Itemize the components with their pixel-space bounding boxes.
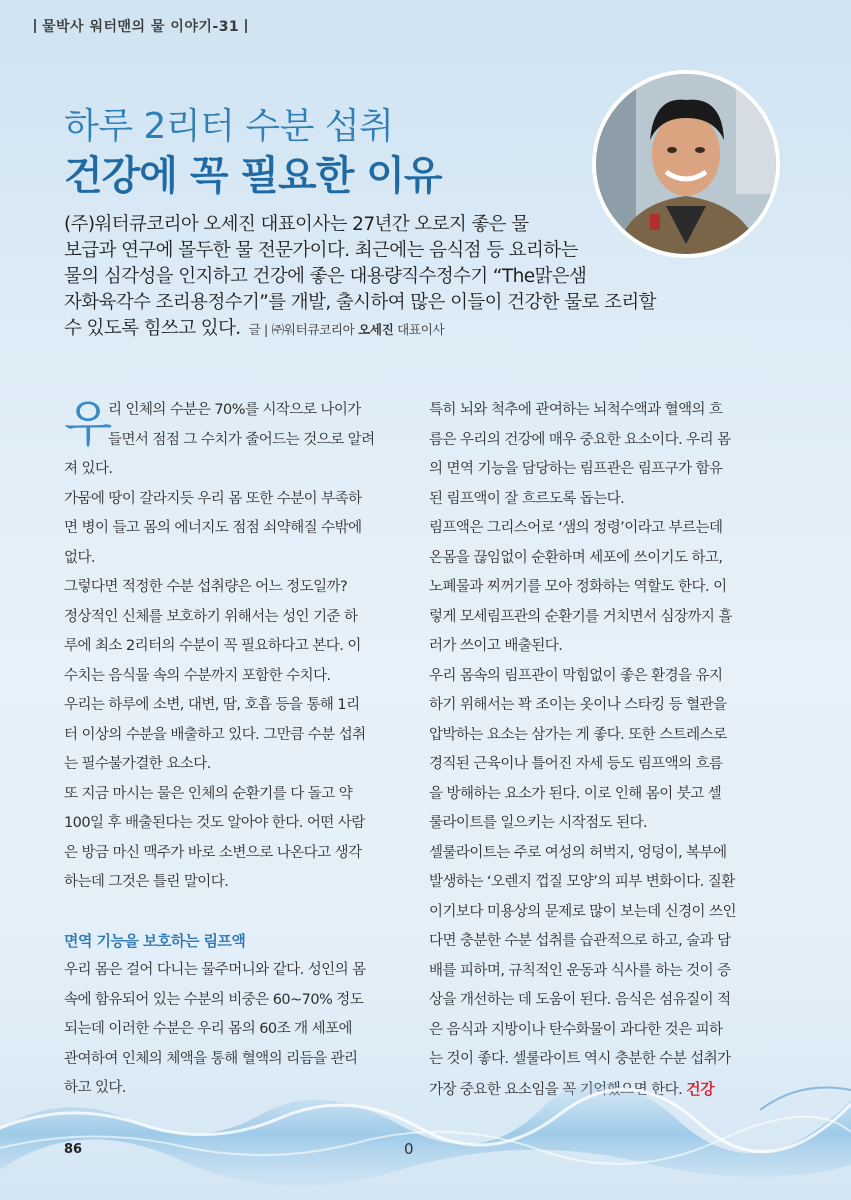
series-title: 물박사 워터맨의 물 이야기-31 [42, 19, 240, 35]
body-line: 경직된 근육이나 틀어진 자세 등도 림프액의 흐름 [429, 756, 723, 772]
header-divider [245, 19, 247, 33]
header-divider [34, 19, 36, 33]
body-line: 면 병이 들고 몸의 에너지도 점점 쇠약해질 수밖에 [64, 520, 362, 536]
intro-line: 물의 심각성을 인지하고 건강에 좋은 대용량직수정수기 “The맑은샘 [64, 266, 587, 287]
intro-line-last [64, 316, 704, 343]
intro-line: 수 있도록 힘쓰고 있다. [64, 318, 241, 339]
body-line: 온몸을 끊임없이 순환하며 세포에 쓰이기도 하고, [429, 549, 723, 566]
center-mark: 0 [404, 1140, 414, 1158]
body-line: 속에 함유되어 있는 수분의 비중은 60~70% 정도 [64, 991, 364, 1008]
byline-suffix: 대표이사 [397, 322, 445, 337]
body-line: 림프액은 그리스어로 ‘샘의 정령’이라고 부르는데 [429, 520, 723, 536]
body-line: 된 림프액이 잘 흐르도록 돕는다. [429, 490, 625, 507]
body-line: 룰라이트를 일으키는 시작점도 된다. [429, 815, 648, 831]
body-line: 은 음식과 지방이나 탄수화물이 과다한 것은 피하 [429, 1021, 723, 1038]
body-line: 하는데 그것은 틀린 말이다. [64, 874, 229, 890]
body-line: 렇게 모세림프관의 순환기를 거치면서 심장까지 흘 [429, 608, 732, 625]
body-line: 되는데 이러한 수분은 우리 몸의 60조 개 세포에 [64, 1021, 352, 1037]
body-line: 하고 있다. [64, 1080, 126, 1096]
body-line: 을 방해하는 요소가 된다. 이로 인해 몸이 붓고 셀 [429, 785, 722, 802]
body-line: 정상적인 신체를 보호하기 위해서는 성인 기준 하 [64, 608, 358, 625]
body-line: 루에 최소 2리터의 수분이 꼭 필요하다고 본다. 이 [64, 638, 361, 654]
body-line: 배를 피하며, 규칙적인 운동과 식사를 하는 것이 증 [429, 962, 731, 979]
body-line: 압박하는 요소는 삼가는 게 좋다. 또한 스트레스로 [429, 726, 727, 743]
body-line: 우리 몸속의 림프관이 막힘없이 좋은 환경을 유지 [429, 667, 723, 684]
body-line: 그렇다면 적정한 수분 섭취량은 어느 정도일까? [64, 579, 348, 595]
body-line: 우리 몸은 걸어 다니는 물주머니와 같다. 성인의 몸 [64, 962, 366, 978]
byline-author: 오세진 [358, 322, 394, 337]
body-line: 또 지금 마시는 물은 인체의 순환기를 다 돌고 약 [64, 785, 353, 802]
article-title-line2: 건강에 꼭 필요한 이유 [64, 153, 442, 199]
left-column [64, 396, 392, 1104]
byline [249, 322, 445, 337]
body-line: 없다. [64, 549, 95, 566]
dropcap-block [64, 396, 392, 455]
body-line: 져 있다. [64, 461, 113, 477]
body-line: 은 방금 마신 맥주가 바로 소변으로 나온다고 생각 [64, 844, 362, 861]
byline-prefix: 글 | ㈜워터큐코리아 [248, 322, 355, 337]
body-line: 수치는 음식물 속의 수분까지 포함한 수치다. [64, 667, 331, 684]
magazine-signoff: 건강 [686, 1079, 715, 1098]
body-line: 100일 후 배출된다는 것도 알아야 한다. 어떤 사람 [64, 815, 365, 831]
body-line: 상을 개선하는 데 도움이 된다. 음식은 섬유질이 적 [429, 992, 731, 1008]
body-text: 가장 중요한 요소임을 꼭 기억했으면 한다. [429, 1081, 683, 1098]
body-line: 우리는 하루에 소변, 대변, 땀, 호흡 등을 통해 1리 [64, 697, 360, 713]
body-line: 름은 우리의 건강에 매우 중요한 요소이다. 우리 몸 [429, 431, 731, 448]
body-line: 노폐물과 찌꺼기를 모아 정화하는 역할도 한다. 이 [429, 579, 727, 595]
body-line: 러가 쓰이고 배출된다. [429, 638, 563, 654]
intro-line: 보급과 연구에 몰두한 물 전문가이다. 최근에는 음식점 등 요리하는 [64, 240, 578, 261]
body-line: 의 면역 기능을 담당하는 림프관은 림프구가 함유 [429, 461, 723, 477]
body-line: 하기 위해서는 꽉 조이는 옷이나 스타킹 등 혈관을 [429, 697, 727, 713]
intro-line: 자화육각수 조리용정수기”를 개발, 출시하여 많은 이들이 건강한 물로 조리할 [64, 292, 656, 313]
body-line: 관여하여 인체의 체액을 통해 혈액의 리듬을 관리 [64, 1050, 358, 1067]
body-line: 는 필수불가결한 요소다. [64, 756, 211, 772]
right-column [429, 396, 757, 1105]
water-splash-decoration [0, 1070, 851, 1200]
body-line: 셀룰라이트는 주로 여성의 허벅지, 엉덩이, 복부에 [429, 844, 727, 861]
intro-paragraph [64, 212, 704, 343]
body-line: 다면 충분한 수분 섭취를 습관적으로 하고, 술과 담 [429, 933, 731, 949]
article-title-line1: 하루 2리터 수분 섭취 [64, 106, 394, 147]
body-line: 리 인체의 수분은 70%를 시작으로 나이가 [108, 402, 361, 418]
body-line: 특히 뇌와 척추에 관여하는 뇌척수액과 혈액의 흐 [429, 402, 723, 418]
drop-cap: 우 [64, 395, 112, 453]
body-line: 이기보다 미용상의 문제로 많이 보는데 신경이 쓰인 [429, 903, 736, 920]
body-line: 는 것이 좋다. 셀룰라이트 역시 충분한 수분 섭취가 [429, 1051, 731, 1067]
body-line: 터 이상의 수분을 배출하고 있다. 그만큼 수분 섭취 [64, 726, 366, 743]
section-subhead: 면역 기능을 보호하는 림프액 [64, 931, 246, 950]
intro-line: (주)워터큐코리아 오세진 대표이사는 27년간 오로지 좋은 물 [64, 214, 529, 235]
series-header [34, 16, 247, 36]
page-number: 86 [64, 1142, 83, 1157]
body-line: 발생하는 ‘오렌지 껍질 모양’의 피부 변화이다. 질환 [429, 874, 735, 890]
body-line: 가뭄에 땅이 갈라지듯 우리 몸 또한 수분이 부족하 [64, 490, 362, 507]
body-line: 들면서 점점 그 수치가 줄어드는 것으로 알려 [108, 431, 375, 448]
